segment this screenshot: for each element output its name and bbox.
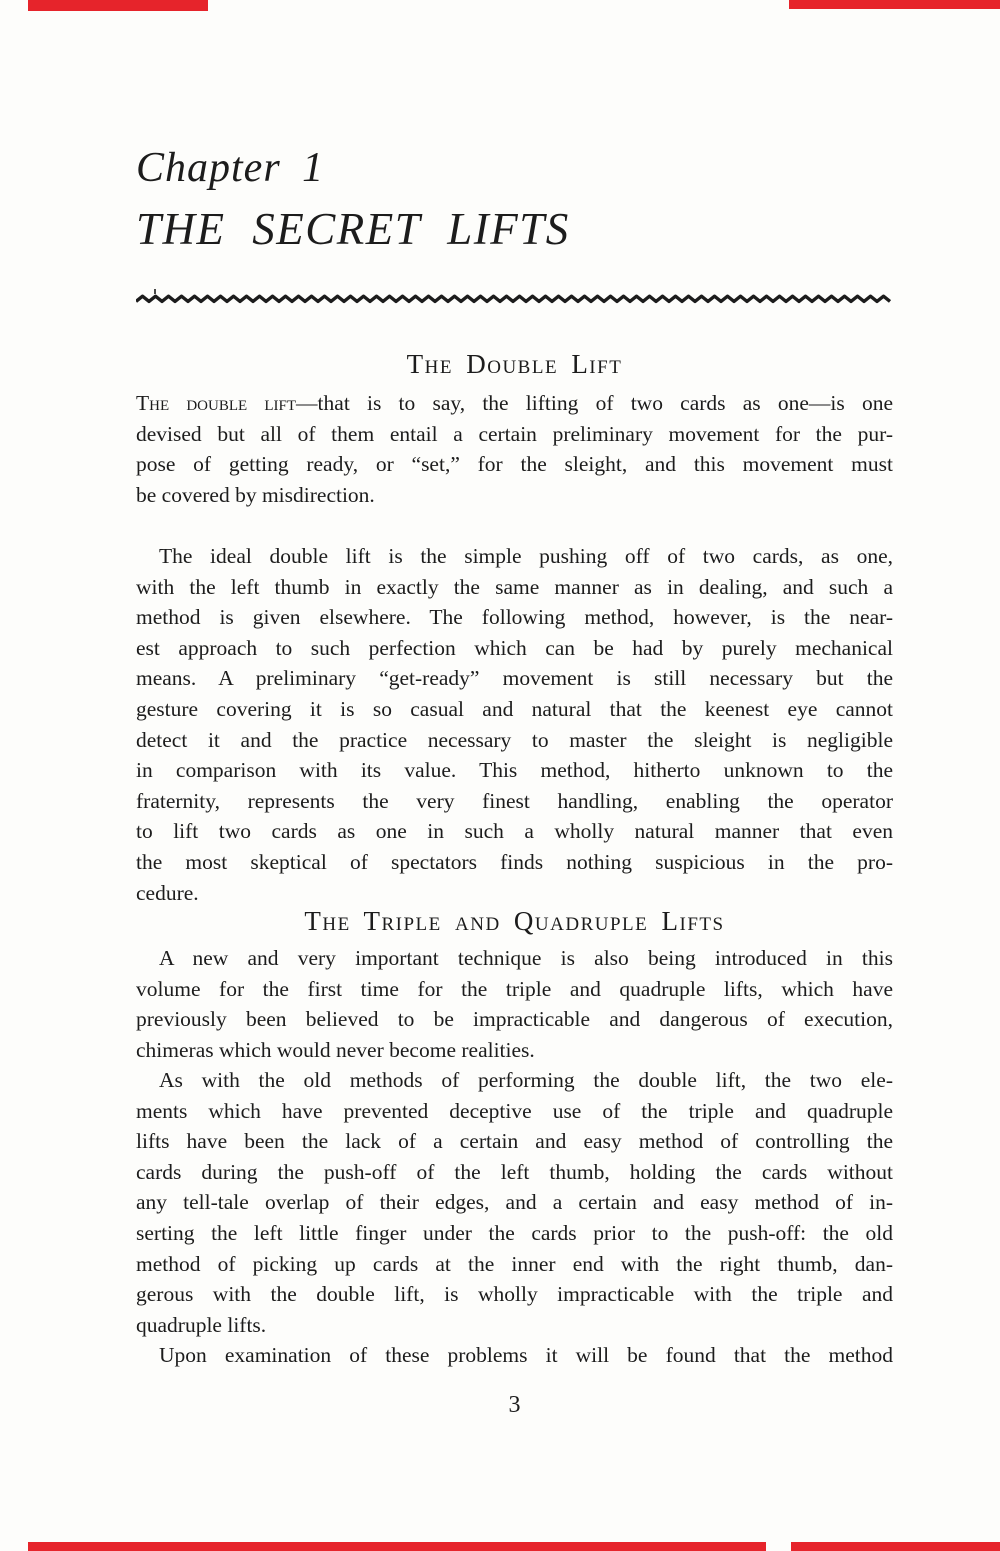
text-line: any tell-tale overlap of their edges, and a certain and easy method of in- (136, 1190, 893, 1215)
lead-small-caps: The double lift (136, 391, 297, 415)
text-line: serting the left little finger under the cards prior to the push-off: the old (136, 1220, 893, 1245)
text-line: the most skeptical of spectators finds nothing suspicious in the pro- (136, 849, 893, 874)
text-line: fraternity, represents the very finest handling, enabling the operator (136, 788, 893, 813)
text-line: The ideal double lift is the simple pushing off of two cards, as one, (159, 544, 893, 568)
scan-edge-artifact-bottom-left (28, 1542, 766, 1551)
paragraph-double-lift-intro (136, 388, 893, 510)
paragraph-old-methods (136, 1065, 893, 1340)
chapter-number: Chapter 1 (136, 145, 325, 191)
text-line: chimeras which would never become realities. (136, 1037, 535, 1062)
lead-rest: —that is to say, the lifting of two cards as one—is one (296, 391, 893, 415)
text-line: lifts have been the lack of a certain and easy method of controlling the (136, 1129, 893, 1154)
page-number: 3 (508, 1392, 521, 1418)
text-line: volume for the first time for the triple and quadruple lifts, which have (136, 976, 893, 1001)
text-line: gerous with the double lift, is wholly impracticable with the triple and (136, 1282, 893, 1307)
text-line: cedure. (136, 880, 199, 905)
text-line: to lift two cards as one in such a wholly natural manner that even (136, 819, 893, 844)
text-line: A new and very important technique is also being introduced in this (159, 946, 893, 970)
text-line: method of picking up cards at the inner end with the right thumb, dan- (136, 1251, 893, 1276)
text-line: quadruple lifts. (136, 1312, 267, 1337)
text-line: ments which have prevented deceptive use of the triple and quadruple (136, 1098, 893, 1123)
scan-edge-artifact-top-right (789, 0, 1000, 9)
paragraph-new-technique (136, 943, 893, 1065)
text-line: devised but all of them entail a certain preliminary movement for the pur- (136, 421, 893, 446)
text-line: be covered by misdirection. (136, 482, 375, 507)
text-line: Upon examination of these problems it will be found that the method (159, 1343, 893, 1367)
text-line: cards during the push-off of the left thumb, holding the cards without (136, 1159, 893, 1184)
paragraph-upon-examination (136, 1340, 893, 1371)
text-line (136, 388, 893, 419)
decorative-wavy-rule (136, 294, 893, 304)
text-line: with the left thumb in exactly the same manner as in dealing, and such a (136, 574, 893, 599)
text-line: method is given elsewhere. The following method, however, is the near- (136, 605, 893, 630)
section-heading-triple-quadruple-lifts: The Triple and Quadruple Lifts (304, 906, 725, 936)
chapter-title: THE SECRET LIFTS (136, 204, 570, 254)
text-line: in comparison with its value. This method, hitherto unknown to the (136, 758, 893, 783)
section-heading-the-double-lift: The Double Lift (406, 349, 623, 379)
text-line: pose of getting ready, or “set,” for the sleight, and this movement must (136, 452, 893, 477)
text-line: est approach to such perfection which can be had by purely mechanical (136, 635, 893, 660)
text-line: gesture covering it is so casual and natural that the keenest eye cannot (136, 696, 893, 721)
scan-edge-artifact-bottom-right (791, 1542, 1000, 1551)
text-line: detect it and the practice necessary to master the sleight is negligible (136, 727, 893, 752)
text-line: As with the old methods of performing the double lift, the two ele- (159, 1068, 893, 1092)
scan-speck-artifact (154, 289, 156, 294)
scan-edge-artifact-top-left (28, 0, 208, 11)
paragraph-ideal-double-lift (136, 541, 893, 908)
text-line: means. A preliminary “get-ready” movement is still necessary but the (136, 666, 893, 691)
text-line: previously been believed to be impracticable and dangerous of execution, (136, 1007, 893, 1032)
